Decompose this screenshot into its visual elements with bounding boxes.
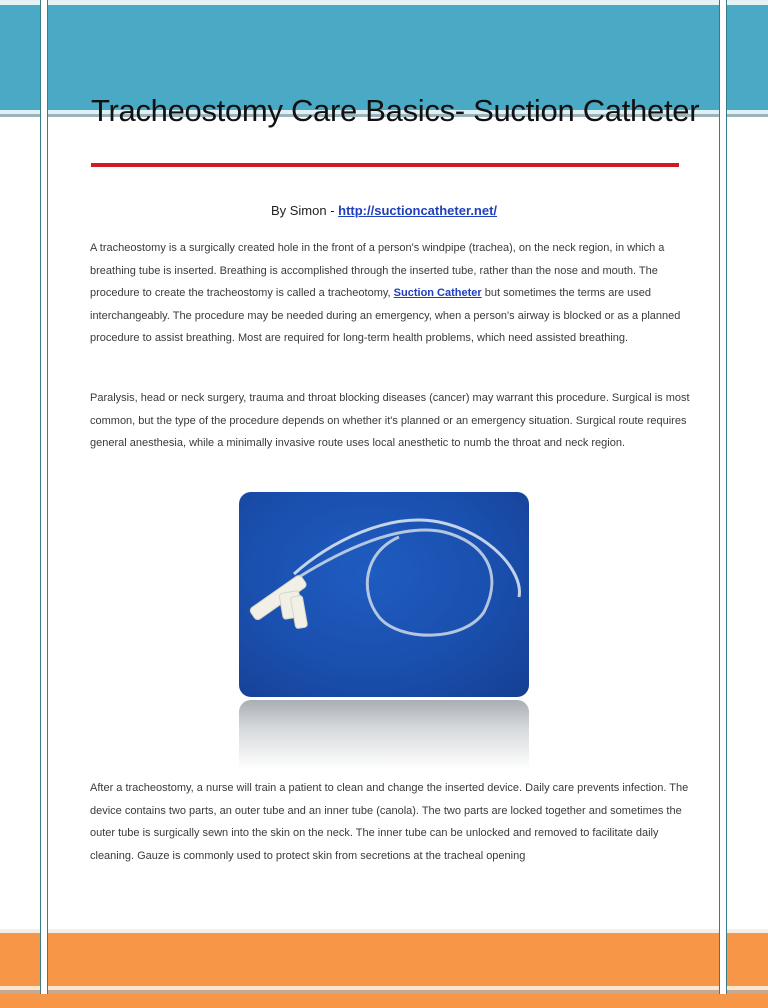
byline [0,203,768,218]
suction-catheter-link[interactable]: Suction Catheter [393,287,482,300]
title-underline-rule [91,163,679,167]
paragraph-intro [90,237,690,350]
page-title: Tracheostomy Care Basics- Suction Catheter [91,93,700,128]
footer-band [0,933,768,1008]
paragraph-intro-text-a: A tracheostomy is a surgically created hole in the front of a person's windpipe (trachea), on the neck region, in which a breathing tube is inserted. Breathing is accomplished through the inserted tube, rather than the nose and mouth. The procedure to create the tracheostomy is called a tracheotomy, [90,242,665,300]
byline-website-link[interactable]: http://suctioncatheter.net/ [338,203,498,218]
suction-catheter-image [239,492,529,697]
byline-author: By Simon - [270,203,339,218]
suction-catheter-illustration [239,492,529,697]
paragraph-aftercare: After a tracheostomy, a nurse will train a patient to clean and change the inserted device. Daily care prevents infection. The device contains two parts, an outer tube and an inner tube (canola). The two parts are locked together and sometimes the outer tube is surgically sewn into the skin on the neck. The inner tube can be unlocked and removed to facilitate daily cleaning. Gauze is commonly used to protect skin from secretions at the tracheal opening [90,782,689,862]
footer-divider-tan [0,990,768,994]
image-reflection [239,700,529,770]
paragraph-indications: Paralysis, head or neck surgery, trauma and throat blocking diseases (cancer) may warrant this procedure. Surgical is most common, but the type of the procedure depends on whether it's planned or an emergency situation. Surgical route requires general anesthesia, while a minimally invasive route uses local anesthetic to numb the throat and neck region. [90,392,690,450]
page-border-right [719,0,727,994]
page-border-left [40,0,48,994]
paragraph-intro-text-b: but sometimes the terms are used interchangeably. The procedure may be needed during an emergency, when a person's airway is blocked or as a planned procedure to assist breathing. Most are required for long-term health problems, which need assisted breathing. [90,287,681,345]
